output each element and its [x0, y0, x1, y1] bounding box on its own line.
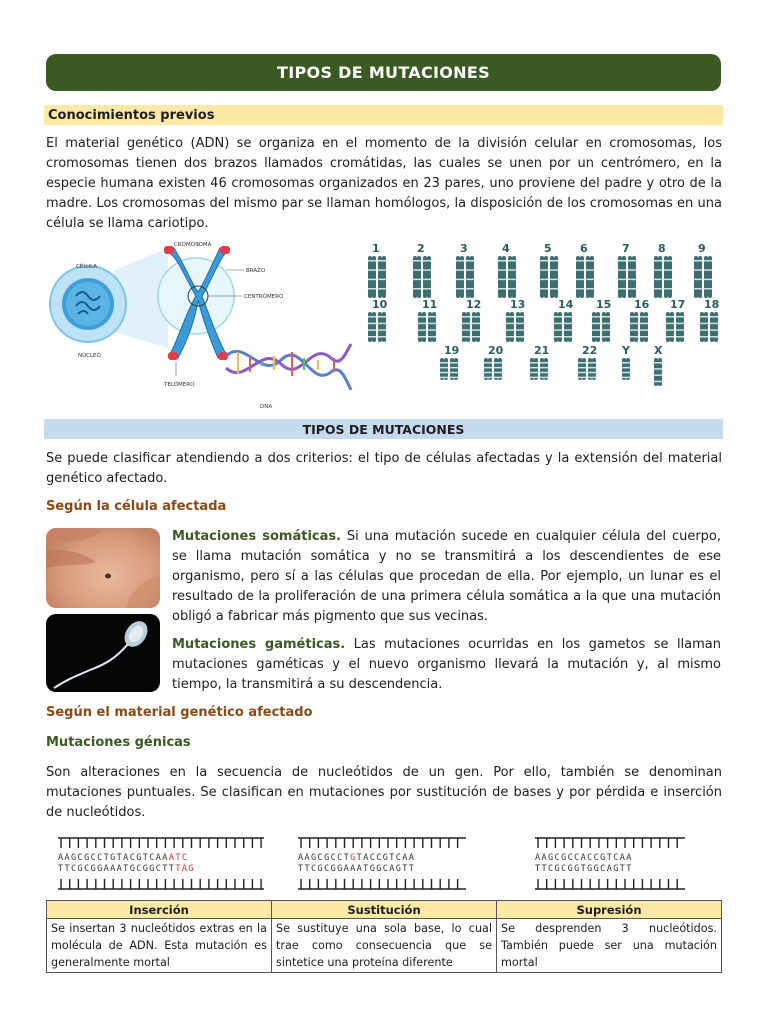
chromosome-shape	[704, 256, 712, 298]
prior-knowledge-text: El material genético (ADN) se organiza en el momento de la división celular en cromosomas, los cromosomas tienen dos brazos llamados cromátidas, las cuales se unen por un centrómero, en la especie humana existen 46 cromosomas organizados en 23 pares, uno proviene del padre y otro de la madre. Los cromosomas del mismo par se llaman homólogos, la disposición de los cromosomas en una célula se llama cariotipo.	[46, 136, 722, 231]
chromosome-shape	[664, 256, 672, 298]
genic-heading: Mutaciones génicas	[46, 735, 191, 750]
page-title: TIPOS DE MUTACIONES	[46, 54, 721, 91]
karyotype-number: 17	[670, 298, 686, 311]
karyotype-number: 9	[698, 242, 706, 255]
chromosome-shape	[640, 312, 648, 342]
table-header-sustitucion: Sustitución	[272, 901, 497, 919]
label-nucleo: NÚCLEO	[78, 353, 101, 359]
mole-photo	[46, 528, 160, 608]
chromosome-shape	[413, 256, 421, 298]
chromosome-shape	[423, 256, 431, 298]
somatic-mutations-text	[172, 527, 721, 627]
label-dna: DNA	[260, 404, 273, 410]
chromosome-shape	[666, 312, 674, 342]
chromosome-shape	[498, 256, 506, 298]
dna-substitution: AAGCGCCTGTACCGTCAA TTCGCGGAAATGGCAGTT	[298, 853, 416, 874]
chromosome-shape	[506, 312, 514, 342]
by-material-heading: Según el material genético afectado	[46, 705, 313, 720]
karyotype-number: 6	[580, 242, 588, 255]
chromosome-shape	[450, 358, 458, 380]
table-cell: Se desprenden 3 nucleótidos. También puede ser una mutación mortal	[497, 919, 722, 973]
chromosome-shape	[588, 358, 596, 380]
chromosome-shape	[630, 312, 638, 342]
karyotype-number: 5	[544, 242, 552, 255]
by-cell-heading: Según la célula afectada	[46, 499, 227, 514]
chromosome-shape	[676, 312, 684, 342]
chromosome-shape	[576, 256, 584, 298]
chromosome-shape	[484, 358, 492, 380]
chromosome-shape	[540, 256, 548, 298]
chromosome-shape	[462, 312, 470, 342]
label-cromosoma: CROMOSOMA	[174, 242, 212, 248]
somatic-title: Mutaciones somáticas.	[172, 529, 342, 544]
chromosome-shape	[378, 312, 386, 342]
chromosome-shape	[694, 256, 702, 298]
karyotype-number: 21	[534, 344, 550, 357]
gametic-title: Mutaciones gaméticas.	[172, 637, 346, 652]
chromosome-shape	[440, 358, 448, 380]
label-celula: CÉLULA	[76, 264, 98, 270]
karyotype-number: Y	[622, 344, 630, 357]
chromosome-shape	[602, 312, 610, 342]
karyotype-number: 10	[372, 298, 388, 311]
karyotype-number: 8	[658, 242, 666, 255]
karyotype-number: 19	[444, 344, 460, 357]
karyotype-number: 16	[634, 298, 650, 311]
karyotype-number: 13	[510, 298, 526, 311]
gametic-mutations-text	[172, 635, 721, 695]
chromosome-shape	[710, 312, 718, 342]
dna-insertion: AAGCGCCTGTACGTCAAATC TTCGCGGAAATGCGGCTTTAG	[58, 853, 195, 874]
karyotype-number: 11	[422, 298, 438, 311]
chromosome-shape	[564, 312, 572, 342]
table-cell: Se insertan 3 nucleótidos extras en la molécula de ADN. Esta mutación es generalmente mortal	[47, 919, 272, 973]
karyotype-figure	[358, 236, 722, 386]
karyotype-number: 3	[460, 242, 468, 255]
chromosome-shape	[654, 256, 662, 298]
karyotype-number: 1	[372, 242, 380, 255]
chromosome-shape	[378, 256, 386, 298]
table-header-supresion: Supresión	[497, 901, 722, 919]
chromosome-shape	[494, 358, 502, 380]
karyotype-number: 20	[488, 344, 504, 357]
karyotype-number: 14	[558, 298, 574, 311]
chromosome-shape	[700, 312, 708, 342]
types-intro: Se puede clasificar atendiendo a dos criterios: el tipo de células afectadas y la extensión del material genético afectado.	[46, 451, 722, 486]
karyotype-number: X	[654, 344, 663, 357]
chromosome-shape	[466, 256, 474, 298]
chromosome-shape	[472, 312, 480, 342]
karyotype-number: 18	[704, 298, 720, 311]
mutation-table	[46, 900, 722, 973]
karyotype-number: 7	[622, 242, 630, 255]
karyotype-number: 4	[502, 242, 510, 255]
sperm-photo	[46, 614, 160, 692]
types-heading: TIPOS DE MUTACIONES	[44, 419, 723, 439]
chromosome-shape	[368, 256, 376, 298]
karyotype-number: 2	[417, 242, 425, 255]
chromosome-shape	[428, 312, 436, 342]
chromosome-shape	[418, 312, 426, 342]
label-telomero: TELÓMERO	[164, 382, 195, 388]
chromosome-shape	[508, 256, 516, 298]
chromosome-shape	[578, 358, 586, 380]
chromosome-shape	[550, 256, 558, 298]
chromosome-shape	[628, 256, 636, 298]
genic-text: Son alteraciones en la secuencia de nucleótidos de un gen. Por ello, también se denominan mutaciones puntuales. Se clasifican en mutaciones por sustitución de bases y por pérdida e inserción de nucleótidos.	[46, 765, 722, 820]
karyotype-number: 15	[596, 298, 612, 311]
dna-deletion: AAGCGCCACCGTCAA TTCGCGGTGGCAGTT	[535, 853, 633, 874]
table-cell: Se sustituye una sola base, lo cual trae como consecuencia que se sintetice una proteína diferente	[272, 919, 497, 973]
chromosome-shape	[554, 312, 562, 342]
karyotype-number: 12	[466, 298, 482, 311]
label-brazo: BRAZO	[246, 268, 266, 274]
chromosome-shape	[618, 256, 626, 298]
chromosome-diagram	[46, 240, 356, 412]
chromosome-shape	[622, 358, 630, 380]
label-centromero: CENTRÓMERO	[244, 294, 284, 300]
chromosome-shape	[586, 256, 594, 298]
chromosome-shape	[530, 358, 538, 380]
chromosome-shape	[516, 312, 524, 342]
chromosome-shape	[540, 358, 548, 380]
chromosome-shape	[592, 312, 600, 342]
karyotype-number: 22	[582, 344, 598, 357]
chromosome-shape	[654, 358, 662, 386]
gametic-body: Las mutaciones ocurridas en los gametos se llaman mutaciones gaméticas y el nuevo organismo llevará la mutación y, al mismo tiempo, la transmitirá a su descendencia.	[172, 637, 722, 692]
somatic-body: Si una mutación sucede en cualquier célula del cuerpo, se llama mutación somática y no se transmitirá a los descendientes de ese organismo, pero sí a las células que procedan de ella. Por ejemplo, un lunar es el resultado de la proliferación de una primera célula somática a la que una mutación obligó a fabricar más pigmento que sus vecinas.	[172, 529, 722, 624]
prior-knowledge-heading: Conocimientos previos	[44, 105, 723, 125]
table-header-insercion: Inserción	[47, 901, 272, 919]
chromosome-shape	[456, 256, 464, 298]
table-row	[47, 919, 722, 973]
chromosome-shape	[368, 312, 376, 342]
